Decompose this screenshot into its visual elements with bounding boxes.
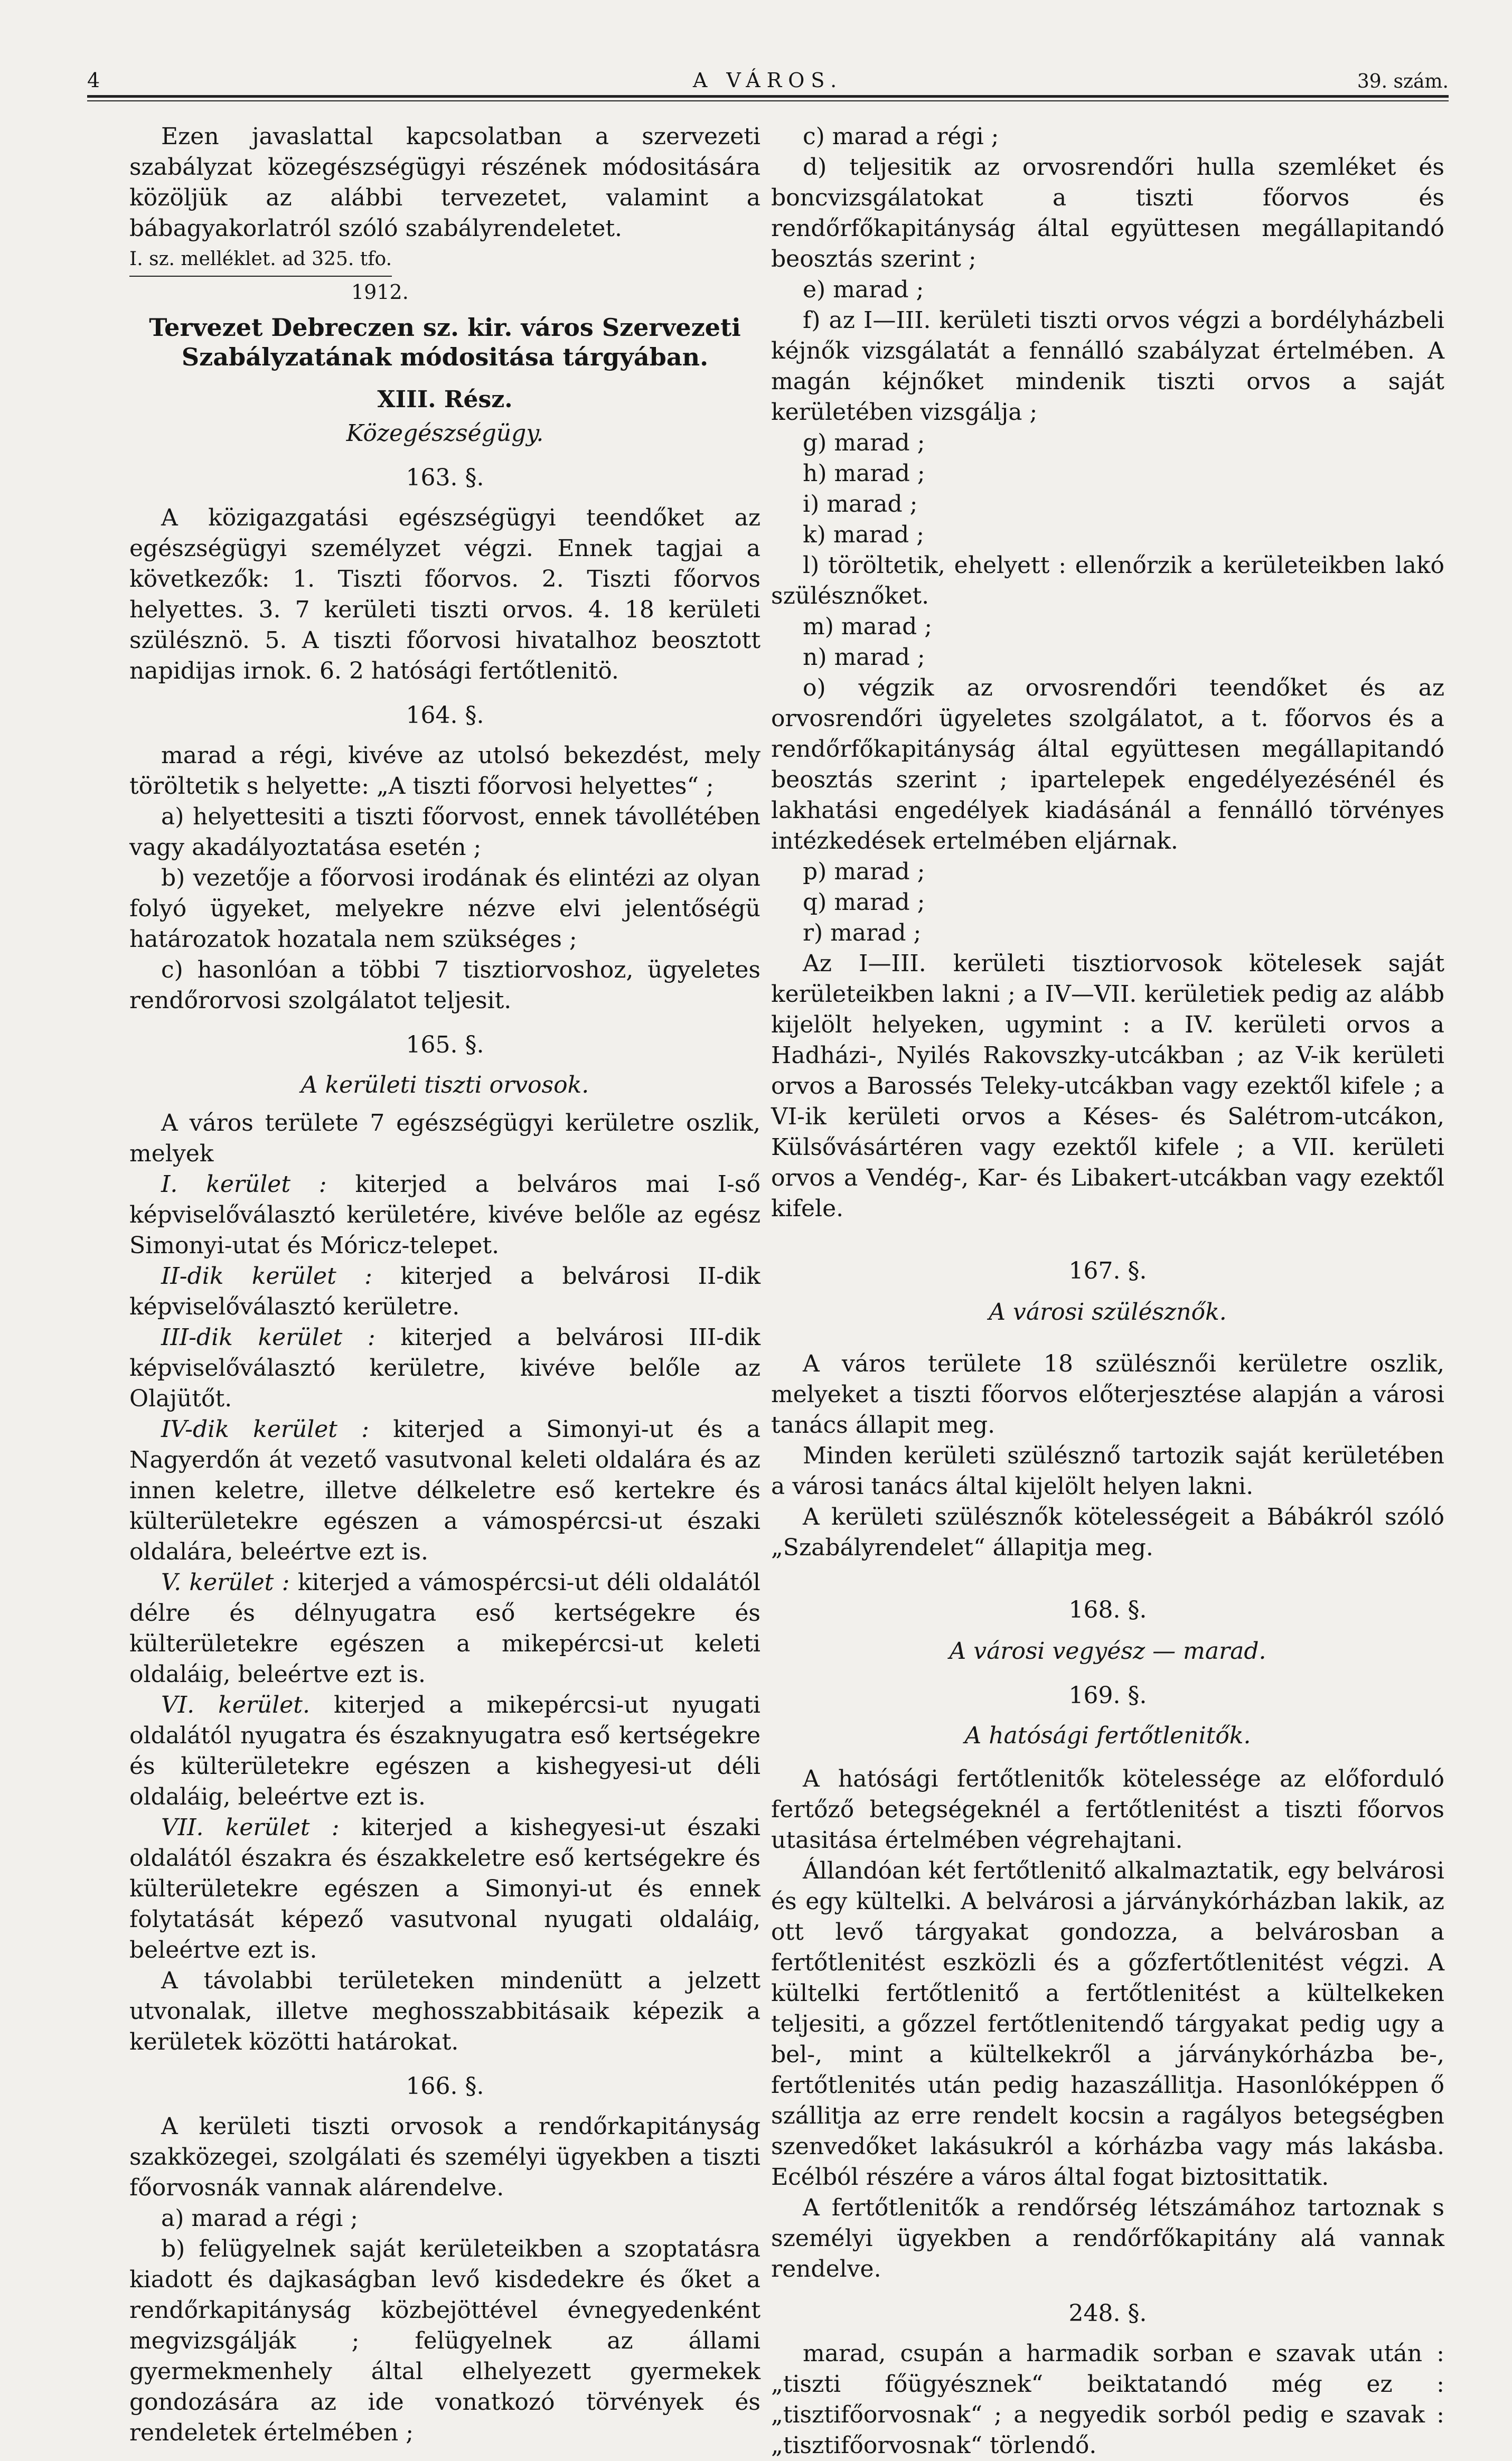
right-column [771, 121, 1444, 2461]
section-169-heading: 169. §. [1068, 1682, 1147, 1709]
section-165-heading: 165. §. [406, 1031, 484, 1058]
district-1: I. kerület : kiterjed a belváros mai I-ső képviselőválasztó kerületére, kivéve belőle az egész Simonyi-utat és Móricz-telepet. [129, 1171, 760, 1259]
issue-number: 39. szám. [1357, 71, 1449, 92]
item-k: k) marad ; [803, 521, 925, 548]
item-f: f) az I—III. kerületi tiszti orvos végzi a bordélyházbeli kéjnők vizsgálatát a fennálló szabályzat értelmében. A magán kéjnőket mindenik tiszti orvos a saját kerületében vizsgálja ; [771, 307, 1444, 426]
section-163-heading: 163. §. [406, 464, 484, 491]
item-q: q) marad ; [803, 889, 925, 916]
part-heading: XIII. Rész. [377, 386, 513, 413]
header-rule-thick [87, 95, 1449, 98]
item-d: d) teljesitik az orvosrendőri hulla szemléket és boncvizsgálatokat a tiszti főorvos és rendőrfőkapitányság által együttesen megállapitandó beosztás szerint ; [771, 154, 1444, 273]
item-m: m) marad ; [803, 613, 933, 640]
section-167-text-1: A város területe 18 szülésznői kerületre oszlik, melyeket a tiszti főorvos előterjesztése alapján a városi tanács állapit meg. [771, 1350, 1444, 1439]
section-167-heading: 167. §. [1068, 1257, 1147, 1284]
section-169-text-3: A fertőtlenitők a rendőrség létszámához tartoznak s személyi ügyekben a rendőrfőkapitány alá vannak rendelve. [771, 2194, 1444, 2282]
item-c: c) marad a régi ; [803, 123, 999, 150]
section-165-closing: A távolabbi területeken mindenütt a jelzett utvonalak, illetve meghosszabbitásaik képezik a kerületek közötti határokat. [129, 1967, 760, 2055]
left-column [129, 121, 760, 2448]
item-h: h) marad ; [803, 460, 925, 487]
district-3: III-dik kerület : kiterjed a belvárosi III-dik képviselőválasztó kerületre, kivéve belőle az Olajütőt. [129, 1324, 760, 1412]
section-165-title: A kerületi tiszti orvosok. [300, 1072, 589, 1098]
section-166-a: a) marad a régi ; [161, 2205, 359, 2232]
section-165-text: A város területe 7 egészségügyi kerületre oszlik, melyek [129, 1110, 760, 1167]
section-164-text: marad a régi, kivéve az utolsó bekezdést, mely töröltetik s helyette: „A tiszti főorvosi helyettes“ ; [129, 742, 760, 800]
section-164-a: a) helyettesiti a tiszti főorvost, ennek távollétében vagy akadályoztatása esetén ; [129, 803, 760, 861]
item-l: l) töröltetik, ehelyett : ellenőrzik a kerületeikben lakó szülésznőket. [771, 552, 1444, 609]
section-168-title: A városi vegyész — marad. [949, 1638, 1266, 1665]
part-subheading: Közegészségügy. [346, 420, 544, 447]
residence-paragraph: Az I—III. kerületi tisztiorvosok kötelesek saját kerületeikben lakni ; a IV—VII. kerületiek pedig az alább kijelölt helyeken, ugymint : a IV. kerületi orvos a Hadházi-, Nyilés Rakovszky-utcákban ; az V-ik kerületi orvos a Barossés Teleky-utcákban vagy ezektől kifele ; a VI-ik kerületi orvos a Késes- és Salétrom-utcákon, Külsővásártéren vagy ezektől kifele ; a VII. kerületi orvos a Vendég-, Kar- és Libakert-utcákban vagy ezektől kifele. [771, 950, 1444, 1222]
item-r: r) marad ; [803, 919, 922, 946]
item-n: n) marad ; [803, 644, 925, 671]
section-248-text: marad, csupán a harmadik sorban e szavak után : „tiszti főügyésznek“ beiktatandó még ez : „tisztifőorvosnak“ ; a negyedik sorból pedig e szavak : „tisztifőorvosnak“ törlendő. [771, 2340, 1444, 2459]
section-164-c: c) hasonlóan a többi 7 tisztiorvoshoz, ügyeletes rendőrorvosi szolgálatot teljesit. [129, 956, 760, 1014]
annex-reference: I. sz. melléklet. ad 325. tfo. [129, 244, 760, 277]
district-4: IV-dik kerület : kiterjed a Simonyi-ut és a Nagyerdőn át vezető vasutvonal keleti oldalára és az innen keletre, illetve délkeletre eső kertekre és külterületekre egészen a vámospércsi-ut északi oldalára, beleértve ezt is. [129, 1416, 760, 1565]
district-7: VII. kerület : kiterjed a kishegyesi-ut északi oldalától északra és északkeletre eső kertségekre és külterületekre egészen a Simonyi-ut és ennek folytatását képező vasutvonal nyugati oldaláig, beleértve ezt is. [129, 1814, 760, 1964]
section-164-heading: 164. §. [406, 702, 484, 729]
section-166-b: b) felügyelnek saját kerületeikben a szoptatásra kiadott és dajkaságban levő kisdedekre és őket a rendőrkapitányság közbejöttével évnegyedenként megvizsgálják ; felügyelnek az állami gyermekmenhely által elhelyezett gyermekek gondozására az ide vonatkozó törvények és rendeletek értelmében ; [129, 2235, 760, 2446]
section-166-text: A kerületi tiszti orvosok a rendőrkapitányság szakközegei, szolgálati és személyi ügyekben a tiszti főorvosnák vannak alárendelve. [129, 2113, 760, 2201]
section-167-text-2: Minden kerületi szülésznő tartozik saját kerületében a városi tanács által kijelölt helyen lakni. [771, 1442, 1444, 1500]
item-o: o) végzik az orvosrendőri teendőket és az orvosrendőri ügyeletes szolgálatot, a t. főorvos és a rendőrfőkapitányság által együttesen megállapitandó beosztás szerint ; ipartelepek engedélyezésénél és lakhatási engedélyek kiadásánál a fennálló törvényes intézkedések ertelmében eljárnak. [771, 674, 1444, 854]
district-6: VI. kerület. kiterjed a mikepércsi-ut nyugati oldalától nyugatra és északnyugatra eső kertségekre és külterületekre egészen a kishegyesi-ut déli oldaláig, beleértve ezt is. [129, 1692, 760, 1810]
section-248-heading: 248. §. [1068, 2300, 1147, 2327]
district-5: V. kerület : kiterjed a vámospércsi-ut déli oldalától délre és délnyugatra eső kertségekre és külterületekre egészen a mikepércsi-ut keleti oldaláig, beleértve ezt is. [129, 1569, 760, 1688]
annex-year: 1912. [351, 280, 409, 304]
item-p: p) marad ; [803, 858, 925, 885]
district-2: II-dik kerület : kiterjed a belvárosi II-dik képviselőválasztó kerületre. [129, 1263, 760, 1320]
section-166-heading: 166. §. [406, 2073, 484, 2100]
item-g: g) marad ; [803, 429, 925, 456]
journal-title: A VÁROS. [692, 69, 843, 92]
header-rule-thin [87, 100, 1449, 101]
section-167-text-3: A kerületi szülésznők kötelességeit a Bábákról szóló „Szabályrendelet“ állapitja meg. [771, 1504, 1444, 1561]
section-164-b: b) vezetője a főorvosi irodának és elintézi az olyan folyó ügyeket, melyekre nézve elvi jelentőségü határozatok hozatala nem szükséges ; [129, 865, 760, 953]
section-163-text: A közigazgatási egészségügyi teendőket az egészségügyi személyzet végzi. Ennek tagjai a következők: 1. Tiszti főorvos. 2. Tiszti főorvos helyettes. 3. 7 kerületi tiszti orvos. 4. 18 kerületi szülésznö. 5. A tiszti főorvosi hivatalhoz beosztott napidijas irnok. 6. 2 hatósági fertőtlenitö. [129, 504, 760, 684]
section-167-title: A városi szülésznők. [989, 1299, 1227, 1326]
draft-title: Tervezet Debreczen sz. kir. város Szervezeti Szabályzatának módositása tárgyában. [149, 313, 741, 371]
page-number: 4 [87, 69, 100, 92]
item-e: e) marad ; [803, 276, 924, 303]
section-169-title: A hatósági fertőtlenitők. [964, 1722, 1251, 1749]
section-169-text-1: A hatósági fertőtlenitők kötelessége az előforduló fertőző betegségeknél a fertőtlenitést a tiszti főorvos utasitása értelmében végrehajtani. [771, 1765, 1444, 1854]
intro-paragraph: Ezen javaslattal kapcsolatban a szervezeti szabályzat közegészségügyi részének módositására közöljük az alábbi tervezetet, valamint a bábagyakorlatról szóló szabályrendeletet. [129, 123, 760, 242]
section-169-text-2: Állandóan két fertőtlenitő alkalmaztatik, egy belvárosi és egy kültelki. A belvárosi a járványkórházban lakik, az ott levő tárgyakat gondozza, a belvárosban a fertőtlenitést eszközli és a gőzfertőtlenitést végzi. A kültelki fertőtlenitő a fertőtlenitést a kültelkeken teljesiti, a gőzzel fertőtlenitendő tárgyakat pedig ugy a bel-, mint a kültelkekről a járványkórházba be-, fertőtlenités után pedig hazaszállitja. Hasonlóképpen ő szállitja az erre rendelt kocsin a ragályos betegségben szenvedőket lakásukról a kórházba vagy más lakásba. Ecélból részére a város által fogat biztosittatik. [771, 1857, 1444, 2191]
section-168-heading: 168. §. [1068, 1596, 1147, 1623]
item-i: i) marad ; [803, 491, 918, 518]
